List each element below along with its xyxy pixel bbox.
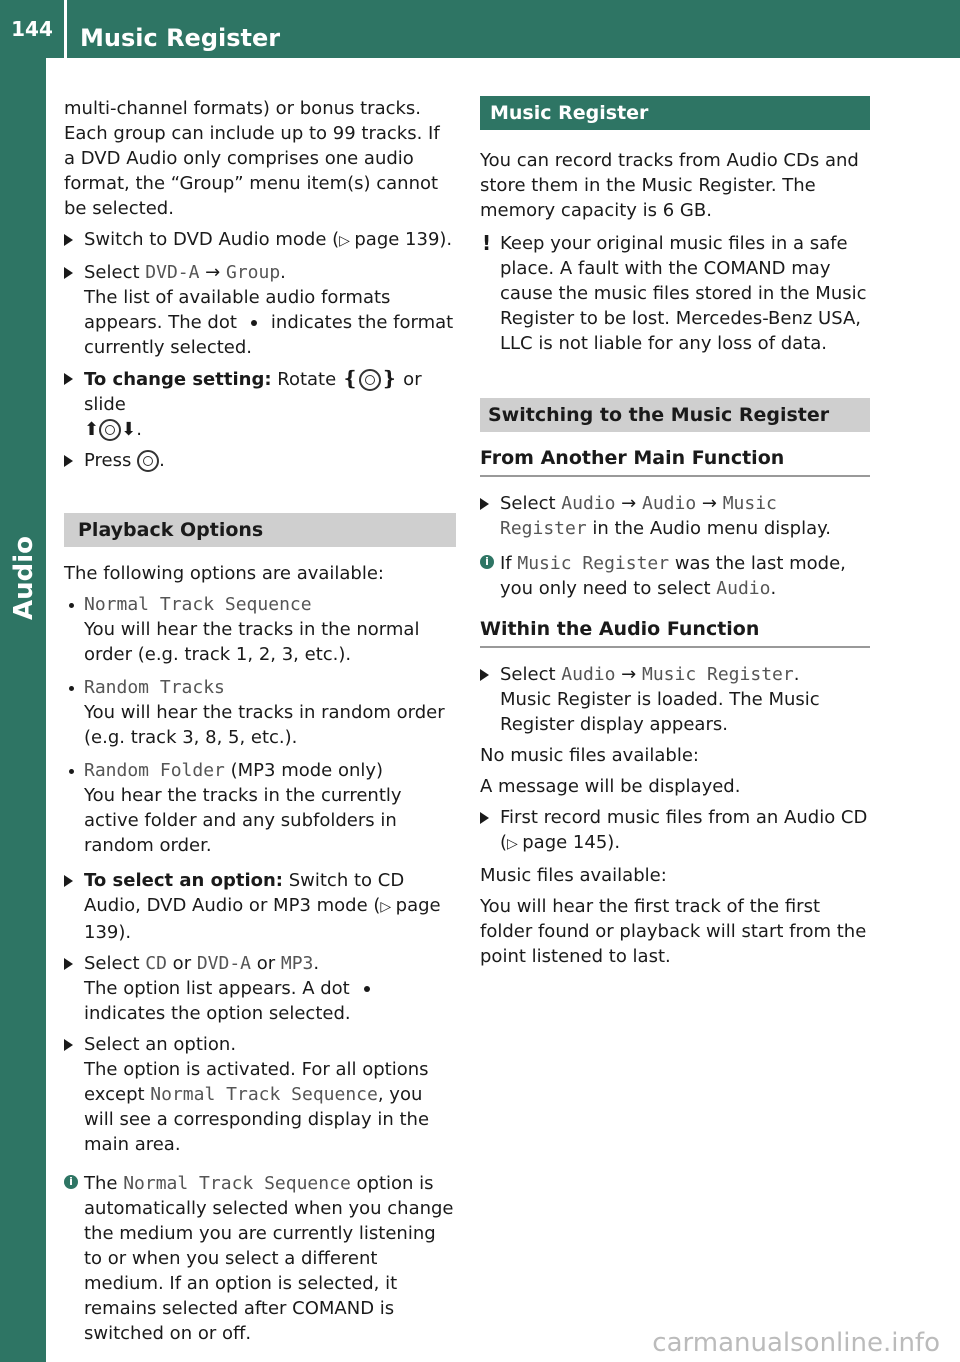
- step-select-an-option: Select an option. The option is activated. For all options except Normal Track Sequence, you will see a corresponding display in the main area.: [64, 1032, 456, 1157]
- rotate-left-icon: ❴: [341, 366, 359, 390]
- slide-up-icon: ⬆: [84, 419, 100, 440]
- rotate-right-icon: ❵: [380, 366, 398, 390]
- option-normal: Normal Track Sequence You will hear the tracks in the normal order (e.g. track 1, 2, 3, etc.).: [64, 592, 456, 667]
- controller-icon: [359, 369, 381, 391]
- music-intro: You can record tracks from Audio CDs and store them in the Music Register. The memory capacity is 6 GB.: [480, 150, 859, 221]
- page-ref[interactable]: page 145: [522, 832, 608, 853]
- side-tab: [0, 58, 46, 1362]
- arrow-icon: [480, 498, 489, 510]
- page-ref[interactable]: page 139: [84, 895, 441, 943]
- step-change-setting: To change setting: Rotate ❴ ❵ or slide ⬆ ⬇.: [64, 366, 456, 442]
- page-title: Music Register: [80, 24, 281, 52]
- info-icon: i: [64, 1175, 78, 1189]
- step-switch-dvd: Switch to DVD Audio mode (▷ page 139).: [64, 227, 456, 254]
- section-switching: Switching to the Music Register: [480, 398, 870, 432]
- step-select-group: Select DVD-A → Group. The list of available audio formats appears. The dot indicates the format currently selected.: [64, 260, 456, 360]
- info-note: i The Normal Track Sequence option is automatically selected when you change the medium you are currently listening to or when you select a different medium. If an option is selected, it remains selected after COMAND is switched on or off.: [64, 1171, 456, 1346]
- page-ref[interactable]: page 139: [354, 229, 440, 250]
- page-ref-icon: ▷: [507, 836, 523, 852]
- subhead-within-audio: Within the Audio Function: [480, 617, 870, 648]
- left-column: [64, 96, 456, 1352]
- warning-icon: !: [482, 231, 492, 255]
- watermark: carmanualsonline.info: [652, 1328, 940, 1358]
- option-random-folder: Random Folder (MP3 mode only) You hear the tracks in the currently active folder and any subfolders in random order.: [64, 758, 456, 858]
- arrow-icon: [64, 267, 73, 279]
- section-music-register: Music Register: [480, 96, 870, 130]
- files-desc: You will hear the first track of the first folder found or playback will start from the point listened to last.: [480, 896, 867, 967]
- step-record-first: First record music files from an Audio CD (▷ page 145).: [480, 805, 870, 857]
- options-intro: The following options are available:: [64, 563, 385, 584]
- right-column: [480, 96, 870, 975]
- arrow-icon: [480, 669, 489, 681]
- page-ref-icon: ▷: [339, 233, 355, 249]
- dot-icon: [251, 320, 257, 326]
- bullet-icon: [69, 686, 74, 691]
- arrow-icon: [64, 234, 73, 246]
- press-controller-icon: [137, 450, 159, 472]
- slide-down-icon: ⬇: [121, 419, 137, 440]
- step-select-mode: Select CD or DVD-A or MP3. The option list appears. A dotindicates the option selected.: [64, 951, 456, 1026]
- arrow-icon: [64, 373, 73, 385]
- step-select-music-register: Select Audio → Music Register. Music Register is loaded. The Music Register display appears.: [480, 662, 870, 737]
- step-select-audio-register: Select Audio → Audio → Music Register in the Audio menu display.: [480, 491, 870, 541]
- info-icon: i: [480, 555, 494, 569]
- page-header: [0, 0, 960, 58]
- section-playback-options: Playback Options: [64, 513, 456, 547]
- step-press: Press .: [64, 448, 456, 473]
- arrow-icon: [64, 1039, 73, 1051]
- arrow-icon: [480, 812, 489, 824]
- arrow-icon: [64, 958, 73, 970]
- bullet-icon: [69, 603, 74, 608]
- dot-icon: [364, 986, 370, 992]
- page-ref-icon: ▷: [380, 899, 396, 915]
- bullet-icon: [69, 769, 74, 774]
- arrow-icon: [64, 875, 73, 887]
- option-random-tracks: Random Tracks You will hear the tracks in random order (e.g. track 3, 8, 5, etc.).: [64, 675, 456, 750]
- step-select-option: To select an option: Switch to CD Audio, DVD Audio or MP3 mode (▷ page 139).: [64, 868, 456, 945]
- info-note-last-mode: i If Music Register was the last mode, you only need to select Audio.: [480, 551, 870, 601]
- controller-icon: [99, 419, 121, 441]
- page-number: 144: [11, 17, 53, 41]
- arrow-icon: [64, 455, 73, 467]
- no-files-label: No music files available:: [480, 745, 699, 766]
- subhead-another-function: From Another Main Function: [480, 446, 870, 477]
- intro-continued: multi-channel formats) or bonus tracks. Each group can include up to 99 tracks. If a DVD Audio only comprises one audio format, the “Group” menu item(s) cannot be selected.: [64, 98, 440, 219]
- warning-note: ! Keep your original music files in a safe place. A fault with the COMAND may cause the music files stored in the Music Register to be lost. Mercedes-Benz USA, LLC is not liable for any loss of data.: [482, 231, 867, 354]
- files-label: Music files available:: [480, 865, 667, 886]
- header-divider: [64, 0, 67, 58]
- side-tab-label: Audio: [9, 535, 39, 621]
- message-text: A message will be displayed.: [480, 776, 741, 797]
